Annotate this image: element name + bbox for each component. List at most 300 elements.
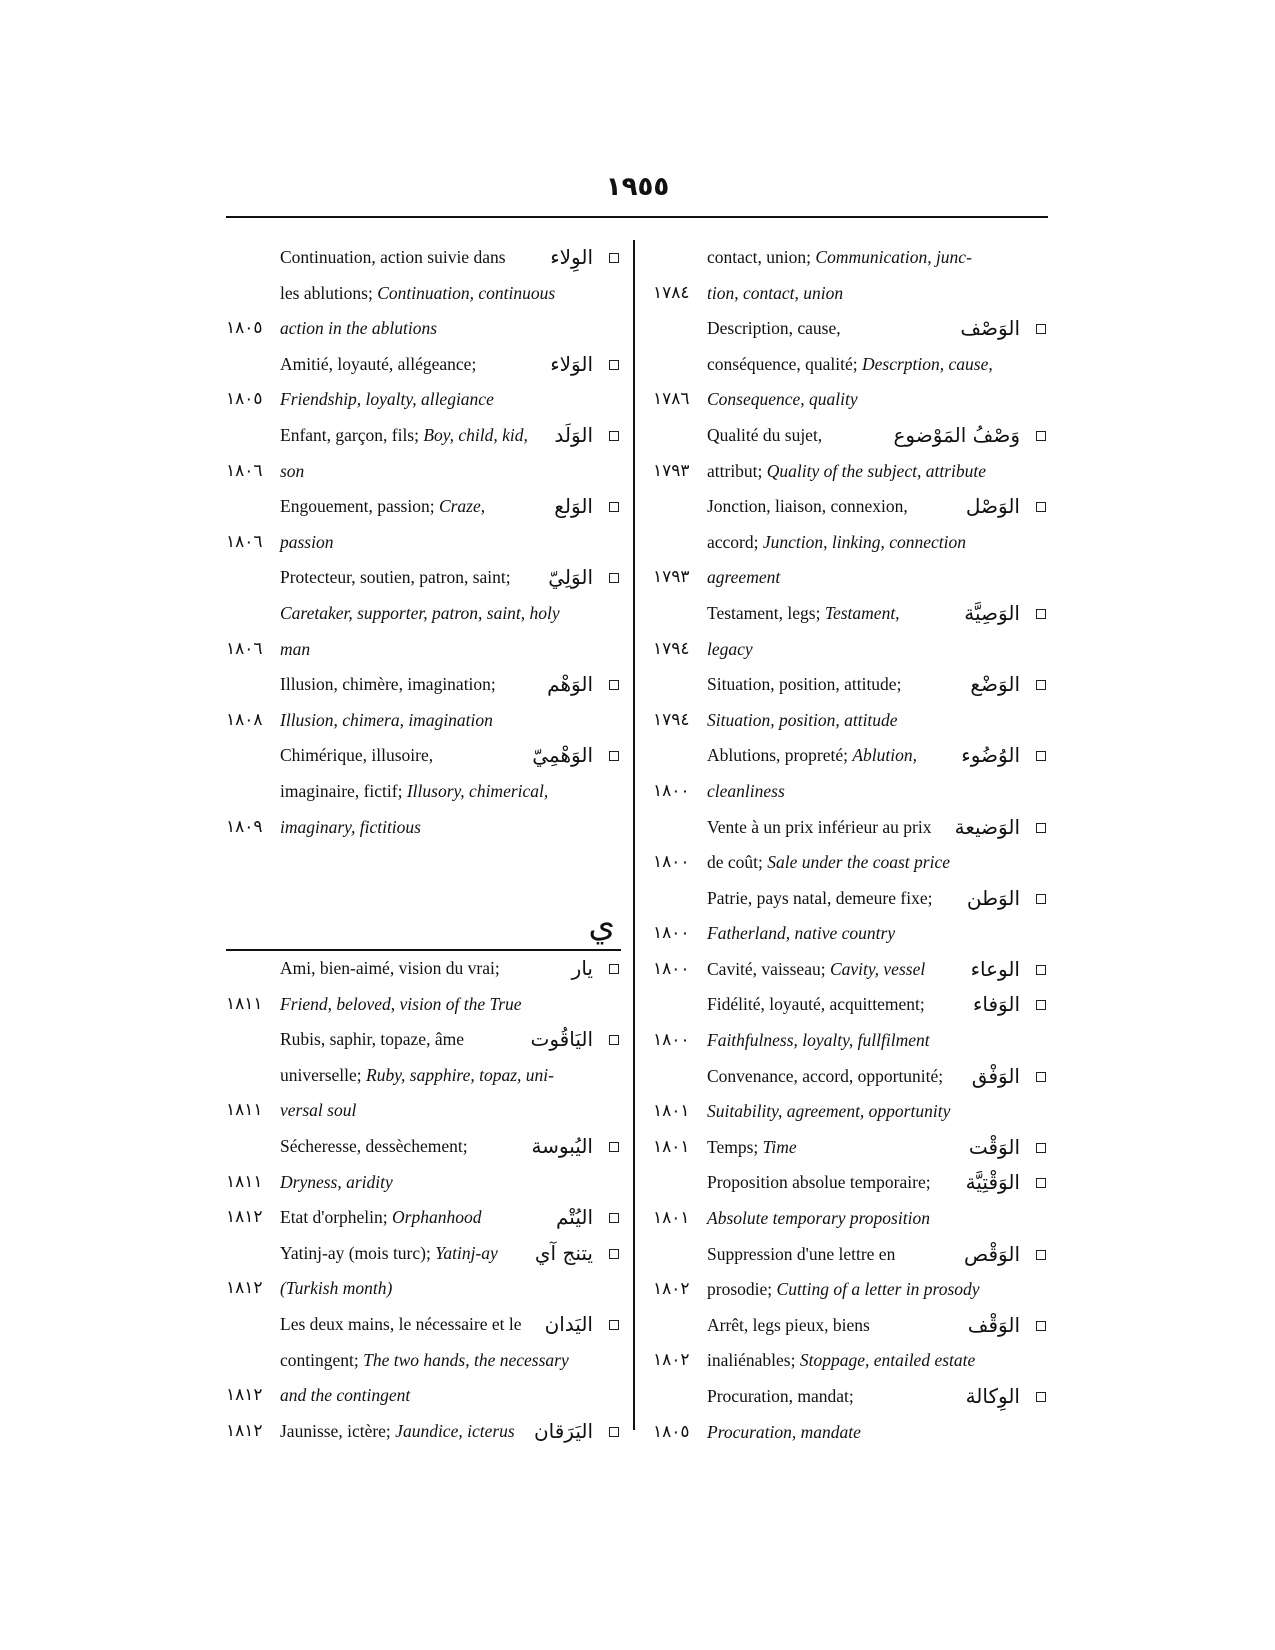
definition-french: Les deux mains, le nécessaire et le	[280, 1314, 522, 1335]
definition-french: Testament, legs;	[707, 602, 825, 623]
definition-english: cleanliness	[707, 780, 785, 801]
definition-french: Temps;	[707, 1136, 763, 1157]
entry-continuation-row	[653, 916, 1048, 952]
section-header	[226, 881, 621, 951]
definition-french: imaginaire, fictif;	[280, 780, 407, 801]
entry-reference-number: ١٨٠٠	[653, 923, 690, 944]
definition-english: Illusion, chimera, imagination	[280, 709, 493, 730]
entry-definition	[280, 738, 433, 774]
right-entries	[653, 240, 1048, 1450]
definition-english: Suitability, agreement, opportunity	[707, 1101, 951, 1122]
entry-head-row	[226, 1307, 621, 1343]
entry-head-row	[653, 1165, 1048, 1201]
arabic-headword: اليَدان	[544, 1312, 593, 1337]
arabic-headword: الوَضيعة	[954, 814, 1020, 839]
entry-definition	[280, 1307, 522, 1343]
definition-english: Caretaker, supporter, patron, saint, holy	[280, 602, 560, 623]
entry-continuation-row	[226, 632, 621, 668]
entry-box-icon	[1036, 1143, 1046, 1153]
definition-english: Ruby, sapphire, topaz, uni-	[366, 1064, 554, 1085]
entry-continuation-row	[653, 1201, 1048, 1237]
entry-continuation-row	[226, 1378, 621, 1414]
definition-english: Communication, junc-	[815, 247, 972, 267]
definition-english: Junction, linking, connection	[762, 531, 967, 552]
entry-box-icon	[1036, 823, 1046, 833]
entry-head-row	[226, 1022, 621, 1058]
entry-head-row	[653, 952, 1048, 988]
entry-box-icon	[609, 1213, 619, 1223]
entry-reference-number: ١٧٩٤	[653, 638, 690, 659]
arabic-headword: الوَلاء	[550, 351, 593, 376]
entry-continuation-row	[653, 1272, 1048, 1308]
arabic-headword: الوِكالة	[965, 1384, 1020, 1408]
entry-head-row	[653, 810, 1048, 846]
entry-box-icon	[1036, 431, 1046, 441]
entry-definition	[280, 525, 333, 561]
entry-box-icon	[609, 964, 619, 974]
entry-head-row	[653, 311, 1048, 347]
entry-definition	[707, 1023, 930, 1059]
entry-definition	[707, 1343, 975, 1379]
entry-head-row	[653, 1237, 1048, 1273]
entry-definition	[707, 1308, 870, 1344]
entry-continuation-row	[653, 1343, 1048, 1379]
entry-continuation-row	[653, 774, 1048, 810]
entry-head-row	[226, 667, 621, 703]
entry-continuation-row	[226, 1271, 621, 1307]
left-column	[226, 240, 621, 1449]
definition-english: imaginary, fictitious	[280, 816, 421, 837]
entry-definition	[707, 596, 900, 632]
entry-head-row	[226, 418, 621, 454]
entry-definition	[280, 1022, 464, 1058]
definition-english: Fatherland, native country	[707, 923, 896, 944]
entry-definition	[280, 1165, 393, 1201]
entry-continuation-row	[226, 703, 621, 739]
definition-french: contact, union;	[707, 247, 816, 267]
entry-reference-number: ١٨٠٠	[653, 852, 690, 873]
entry-reference-number: ١٨١٢	[226, 1207, 263, 1228]
definition-french: Yatinj-ay (mois turc);	[280, 1242, 436, 1263]
entry-reference-number: ١٨١٢	[226, 1420, 263, 1441]
definition-english: Dryness, aridity	[280, 1171, 393, 1192]
entry-head-row	[653, 987, 1048, 1023]
definition-french: attribut;	[707, 460, 767, 481]
definition-english: Orphanhood	[392, 1207, 482, 1228]
definition-english: legacy	[707, 638, 753, 659]
entry-definition	[707, 240, 972, 276]
arabic-headword: الوعاء	[970, 956, 1020, 981]
entry-definition	[707, 667, 901, 703]
entry-definition	[707, 987, 925, 1023]
definition-french: Procuration, mandat;	[707, 1386, 854, 1406]
entry-definition	[280, 667, 496, 703]
entry-continuation-row	[653, 560, 1048, 596]
entry-continuation-row	[653, 276, 1048, 312]
entry-definition	[707, 845, 950, 881]
definition-french: Amitié, loyauté, allégeance;	[280, 353, 477, 374]
arabic-headword: الوَهْم	[547, 672, 593, 697]
entry-reference-number: ١٨٠٦	[226, 638, 263, 659]
definition-french: Engouement, passion;	[280, 496, 439, 517]
definition-french: Description, cause,	[707, 318, 841, 339]
definition-english: The two hands, the necessary	[363, 1349, 569, 1370]
entry-reference-number: ١٧٩٣	[653, 460, 690, 481]
entry-definition	[280, 1236, 498, 1272]
definition-english: and the contingent	[280, 1385, 411, 1406]
entry-head-row	[226, 560, 621, 596]
entry-reference-number: ١٨٠٠	[653, 958, 690, 979]
entry-definition	[707, 1165, 931, 1201]
arabic-headword: الوَلِيّ	[548, 565, 593, 590]
entry-continuation-row	[653, 525, 1048, 561]
definition-english: Jaundice, icterus	[395, 1420, 515, 1441]
definition-french: Proposition absolue temporaire;	[707, 1172, 931, 1193]
entry-reference-number: ١٧٩٣	[653, 567, 690, 588]
definition-english: Craze,	[438, 496, 486, 517]
definition-english: Illusory, chimerical,	[406, 780, 549, 801]
definition-english: Descrption, cause,	[862, 353, 993, 374]
definition-french: inaliénables;	[707, 1350, 800, 1371]
definition-english: Boy, child, kid,	[423, 424, 528, 445]
entry-definition	[707, 1379, 854, 1415]
entry-continuation-row	[226, 596, 621, 632]
arabic-headword: اليَاقُوت	[530, 1027, 593, 1052]
entry-continuation-row	[226, 276, 621, 312]
entry-definition	[280, 1271, 392, 1307]
entry-definition	[707, 1201, 930, 1237]
entry-definition	[707, 382, 858, 418]
entry-reference-number: ١٨٠٥	[226, 389, 263, 410]
entry-continuation-row	[226, 382, 621, 418]
definition-english: tion, contact, union	[707, 282, 844, 303]
entry-box-icon	[1036, 894, 1046, 904]
definition-french: Qualité du sujet,	[707, 424, 823, 445]
entry-continuation-row	[653, 703, 1048, 739]
entry-definition	[280, 489, 485, 525]
entry-definition	[280, 276, 555, 312]
definition-french: Patrie, pays natal, demeure fixe;	[707, 887, 933, 908]
entry-reference-number: ١٨١٢	[226, 1278, 263, 1299]
definition-french: Arrêt, legs pieux, biens	[707, 1314, 870, 1335]
definition-french: Cavité, vaisseau;	[707, 958, 830, 979]
entry-definition	[280, 311, 437, 347]
entry-box-icon	[609, 680, 619, 690]
entry-reference-number: ١٨٠٢	[653, 1279, 690, 1300]
definition-french: Vente à un prix inférieur au prix	[707, 816, 932, 837]
entry-reference-number: ١٧٨٤	[653, 282, 690, 303]
entry-reference-number: ١٨٠٠	[653, 780, 690, 801]
entry-continuation-row	[226, 1343, 621, 1379]
arabic-headword: الوَصِيَّة	[964, 600, 1020, 625]
arabic-headword: اليَرَقان	[533, 1418, 593, 1443]
entry-head-row	[653, 418, 1048, 454]
entry-box-icon	[1036, 751, 1046, 761]
entry-continuation-row	[653, 454, 1048, 490]
entry-definition	[280, 951, 500, 987]
entry-definition	[707, 454, 986, 490]
entry-box-icon	[609, 573, 619, 583]
entry-definition	[707, 952, 925, 988]
entry-reference-number: ١٨١١	[226, 993, 263, 1014]
definition-english: Stoppage, entailed estate	[799, 1350, 976, 1371]
arabic-headword: الوِلاء	[550, 245, 593, 269]
definition-english: Cutting of a letter in prosody	[776, 1279, 980, 1300]
definition-english: Consequence, quality	[707, 389, 858, 410]
entry-reference-number: ١٨١١	[226, 1171, 263, 1192]
entry-box-icon	[1036, 1178, 1046, 1188]
entry-reference-number: ١٨٠٨	[226, 709, 263, 730]
entry-box-icon	[609, 1142, 619, 1152]
ya-entries	[226, 951, 621, 1449]
entry-box-icon	[609, 253, 619, 263]
definition-french: accord;	[707, 531, 763, 552]
definition-english: Quality of the subject, attribute	[766, 460, 986, 481]
arabic-headword: وَصْفُ المَوْضوع	[893, 422, 1020, 447]
entry-head-row	[653, 738, 1048, 774]
definition-french: Etat d'orphelin;	[280, 1207, 393, 1228]
entry-reference-number: ١٨٠٦	[226, 460, 263, 481]
section-letter: ي	[588, 905, 615, 946]
definition-english: passion	[280, 531, 334, 552]
entry-continuation-row	[226, 810, 621, 846]
entry-box-icon	[1036, 1321, 1046, 1331]
entry-head-row	[653, 1130, 1048, 1166]
entry-head-row	[226, 1414, 621, 1450]
entry-continuation-row	[653, 347, 1048, 383]
definition-english: son	[280, 460, 305, 481]
entry-head-row	[653, 667, 1048, 703]
entry-definition	[280, 774, 548, 810]
entry-head-row	[226, 951, 621, 987]
entry-definition	[707, 311, 841, 347]
arabic-headword: الوَقْت	[968, 1134, 1020, 1159]
entry-definition	[280, 1058, 554, 1094]
entry-continuation-row	[653, 1023, 1048, 1059]
arabic-headword: الوَضْع	[970, 672, 1020, 697]
entry-head-row	[226, 240, 621, 276]
definition-french: universelle;	[280, 1064, 367, 1085]
definition-french: de coût;	[707, 852, 768, 873]
arabic-headword: الوَفْق	[971, 1063, 1020, 1088]
definition-french: Protecteur, soutien, patron, saint;	[280, 567, 511, 588]
entry-box-icon	[1036, 1392, 1046, 1402]
entry-reference-number: ١٨٠١	[653, 1101, 690, 1122]
definition-english: Friendship, loyalty, allegiance	[280, 389, 494, 410]
entry-definition	[707, 525, 966, 561]
entry-box-icon	[1036, 680, 1046, 690]
definition-english: Friend, beloved, vision of the True	[280, 993, 522, 1014]
right-column	[653, 240, 1048, 1450]
definition-french: prosodie;	[707, 1279, 777, 1300]
entry-box-icon	[609, 1320, 619, 1330]
entry-definition	[280, 560, 511, 596]
entry-definition	[280, 454, 304, 490]
entry-box-icon	[609, 431, 619, 441]
entry-box-icon	[1036, 965, 1046, 975]
arabic-headword: الوَلَد	[554, 422, 593, 447]
arabic-headword: الوُضُوء	[961, 743, 1020, 768]
entry-box-icon	[1036, 1072, 1046, 1082]
arabic-headword: الوَقْص	[963, 1241, 1020, 1266]
definition-french: contingent;	[280, 1349, 364, 1370]
entry-box-icon	[1036, 609, 1046, 619]
page-number: ١٩٥٥	[605, 172, 670, 202]
entry-definition	[707, 1130, 797, 1166]
entry-definition	[707, 418, 822, 454]
arabic-headword: الوَلع	[554, 494, 593, 519]
entry-definition	[280, 418, 528, 454]
definition-french: Suppression d'une lettre en	[707, 1243, 896, 1264]
entry-definition	[280, 240, 506, 276]
entry-box-icon	[1036, 324, 1046, 334]
definition-english: Absolute temporary proposition	[707, 1208, 930, 1229]
entry-box-icon	[1036, 1000, 1046, 1010]
arabic-headword: اليُتْم	[555, 1205, 593, 1230]
entry-definition	[707, 916, 895, 952]
entry-definition	[707, 1237, 895, 1273]
definition-french: Convenance, accord, opportunité;	[707, 1065, 944, 1086]
entry-continuation-row	[653, 1415, 1048, 1451]
entry-head-row	[226, 1129, 621, 1165]
header-rule	[226, 216, 1048, 218]
entry-definition	[707, 703, 898, 739]
definition-english: Continuation, continuous	[377, 282, 556, 303]
entry-box-icon	[609, 751, 619, 761]
entry-head-row	[653, 489, 1048, 525]
entry-definition	[280, 1093, 356, 1129]
definition-french: Situation, position, attitude;	[707, 674, 902, 695]
entry-definition	[707, 560, 780, 596]
definition-french: Illusion, chimère, imagination;	[280, 674, 496, 695]
left-entries	[226, 240, 621, 845]
arabic-headword: الوَفاء	[972, 992, 1020, 1017]
arabic-headword: الوَصْف	[960, 316, 1020, 341]
entry-continuation-row	[226, 987, 621, 1023]
definition-french: conséquence, qualité;	[707, 353, 863, 374]
entry-definition	[707, 276, 843, 312]
entry-continuation-row	[226, 1093, 621, 1129]
definition-french: Chimérique, illusoire,	[280, 745, 434, 766]
entry-continuation-row	[653, 1094, 1048, 1130]
entry-continuation-row	[226, 1165, 621, 1201]
entry-reference-number: ١٨٠٢	[653, 1350, 690, 1371]
entry-definition	[280, 1343, 569, 1379]
entry-head-row	[226, 738, 621, 774]
entry-reference-number: ١٧٩٤	[653, 709, 690, 730]
definition-french: Continuation, action suivie dans	[280, 247, 506, 267]
definition-english: Testament,	[824, 602, 900, 623]
definition-french: Enfant, garçon, fils;	[280, 424, 424, 445]
arabic-headword: اليُبوسة	[531, 1134, 593, 1159]
entry-definition	[707, 810, 932, 846]
definition-french: les ablutions;	[280, 282, 378, 303]
arabic-headword: يار	[571, 956, 593, 981]
entry-box-icon	[1036, 502, 1046, 512]
definition-english: Yatinj-ay	[435, 1242, 498, 1263]
entry-definition	[280, 1378, 410, 1414]
entry-continuation-row	[226, 774, 621, 810]
entry-continuation-row	[226, 1058, 621, 1094]
entry-box-icon	[609, 360, 619, 370]
entry-reference-number: ١٨٠١	[653, 1136, 690, 1157]
entry-definition	[707, 1094, 950, 1130]
entry-continuation-row	[653, 845, 1048, 881]
column-divider	[633, 240, 635, 1430]
entry-head-row	[226, 347, 621, 383]
entry-box-icon	[609, 1035, 619, 1045]
definition-english: agreement	[707, 567, 781, 588]
entry-definition	[280, 1129, 468, 1165]
section-gap	[226, 845, 621, 881]
entry-reference-number: ١٨٠١	[653, 1208, 690, 1229]
definition-french: Ablutions, propreté;	[707, 745, 853, 766]
entry-definition	[280, 703, 493, 739]
arabic-headword: الوَصْل	[965, 494, 1020, 519]
entry-definition	[707, 1059, 943, 1095]
entry-box-icon	[1036, 1250, 1046, 1260]
definition-english: Cavity, vessel	[829, 958, 926, 979]
entry-definition	[280, 632, 310, 668]
entry-continuation-row	[226, 454, 621, 490]
entry-definition	[280, 810, 421, 846]
entry-continuation-row	[653, 382, 1048, 418]
entry-head-row	[653, 1059, 1048, 1095]
entry-definition	[707, 347, 993, 383]
arabic-headword: الوَطن	[966, 885, 1020, 910]
arabic-headword: الوَقْتِيَّة	[965, 1170, 1020, 1195]
entry-definition	[707, 1415, 861, 1451]
definition-french: Fidélité, loyauté, acquittement;	[707, 994, 925, 1015]
definition-english: Faithfulness, loyalty, fullfilment	[707, 1030, 930, 1051]
definition-french: Rubis, saphir, topaze, âme	[280, 1029, 464, 1050]
entry-continuation-row	[226, 525, 621, 561]
definition-english: versal soul	[280, 1100, 357, 1121]
entry-head-row	[653, 1379, 1048, 1415]
arabic-headword: يتنج آي	[534, 1240, 593, 1265]
entry-reference-number: ١٨١١	[226, 1100, 263, 1121]
definition-english: Time	[762, 1136, 797, 1157]
entry-definition	[707, 1272, 980, 1308]
entry-reference-number: ١٨١٢	[226, 1385, 263, 1406]
definition-english: Sale under the coast price	[767, 852, 950, 873]
definition-english: man	[280, 638, 311, 659]
entry-definition	[280, 596, 560, 632]
entry-definition	[280, 382, 494, 418]
entry-definition	[280, 347, 476, 383]
arabic-headword: الوَقْف	[967, 1312, 1020, 1337]
entry-head-row	[226, 1200, 621, 1236]
entry-definition	[707, 881, 932, 917]
definition-english: Procuration, mandate	[707, 1421, 861, 1442]
entry-definition	[707, 738, 917, 774]
definition-english: (Turkish month)	[280, 1278, 393, 1299]
definition-english: Ablution,	[852, 745, 917, 766]
entry-head-row	[653, 1308, 1048, 1344]
entry-reference-number: ١٨٠٦	[226, 531, 263, 552]
entry-continuation-row	[653, 632, 1048, 668]
definition-english: Situation, position, attitude	[707, 709, 898, 730]
entry-box-icon	[609, 1249, 619, 1259]
entry-definition	[280, 987, 522, 1023]
entry-head-row	[226, 1236, 621, 1272]
entry-reference-number: ١٨٠٩	[226, 816, 263, 837]
entry-continuation-row	[226, 311, 621, 347]
entry-reference-number: ١٨٠٥	[226, 318, 263, 339]
definition-french: Jaunisse, ictère;	[280, 1420, 396, 1441]
entry-definition	[707, 774, 785, 810]
entry-box-icon	[609, 1427, 619, 1437]
